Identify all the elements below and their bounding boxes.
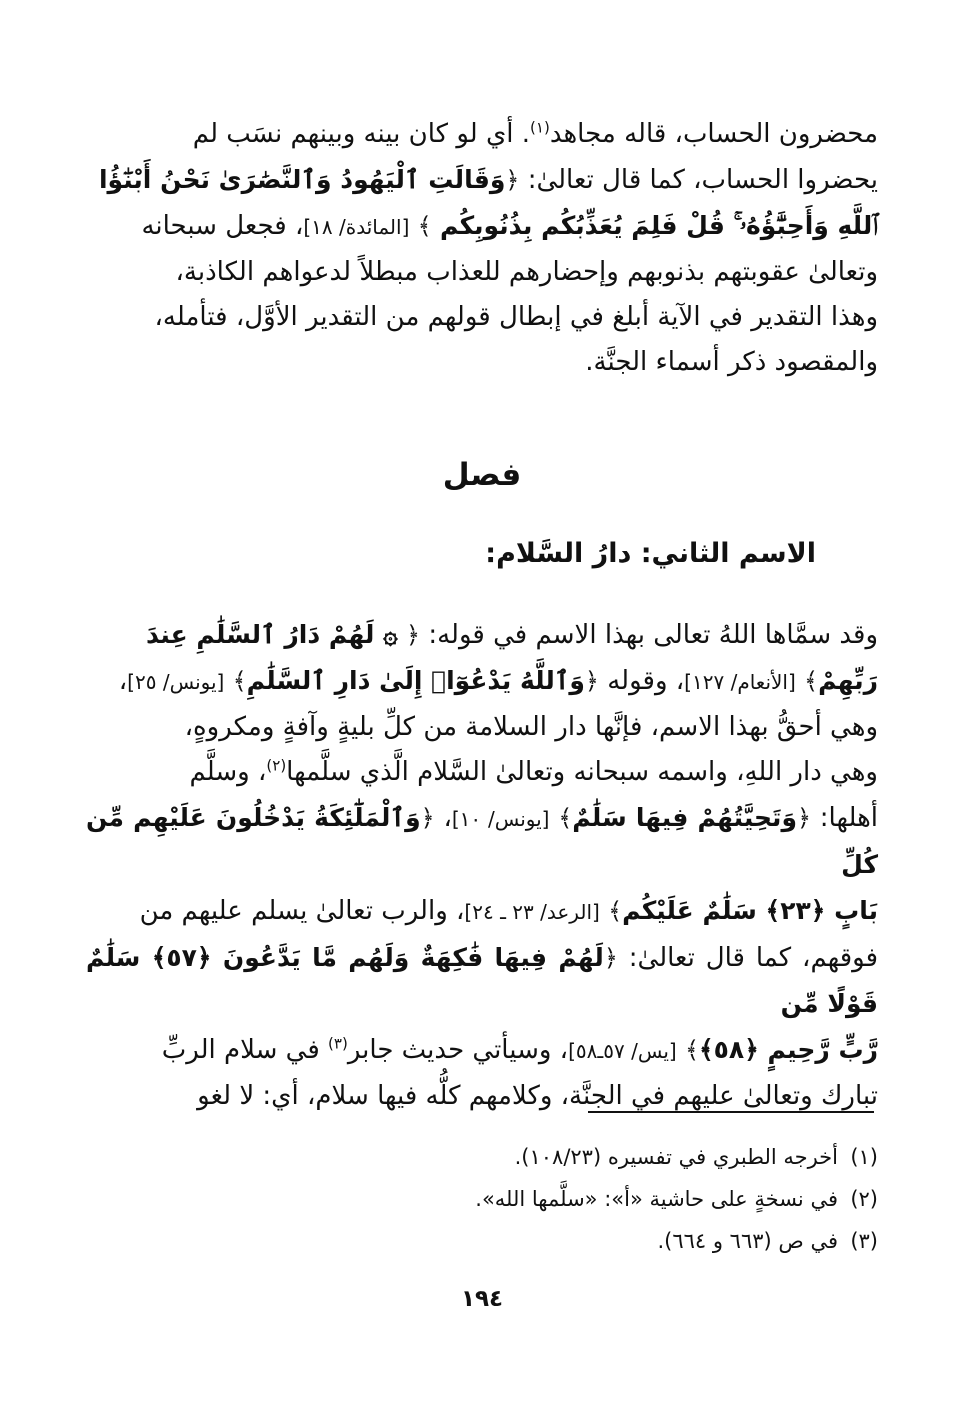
footnote-2	[86, 1178, 878, 1220]
text-line: رَّبٍّ رَّحِيمٍ ﴿٥٨﴾﴾ [يس/ ٥٧ـ٥٨]، وسيأتي حديث جابر$^{(٣)}$ في سلام الربِّ	[161, 1034, 878, 1065]
quran-bracket-close: ﴾	[804, 667, 819, 695]
quran-bracket-close: ﴾	[232, 667, 247, 695]
verse-reference: [يس/ ٥٧ـ٥٨]	[568, 1039, 677, 1063]
text-line: وتعالىٰ عقوبتهم بذنوبهم وإحضارهم للعذاب مبطلاً لدعواهم الكاذبة،	[175, 257, 878, 287]
verse-reference: [يونس/ ١٠]	[451, 807, 550, 831]
text-line: تبارك وتعالىٰ عليهم في الجنَّة، وكلامهم كلُّه فيها سلام، أي: لا لغو	[197, 1081, 878, 1111]
footnote-text: في نسخةٍ على حاشية «أ»: «سلَّمها الله».	[475, 1187, 838, 1211]
quran-verse: رَبِّهِمْ	[818, 666, 878, 695]
quran-bracket-open: ﴿	[603, 944, 618, 972]
quran-verse: وَتَحِيَّتُهُمْ فِيهَا سَلَٰمٌ	[572, 803, 797, 832]
quran-verse: ٱللَّهِ وَأَحِبَّٰٓؤُهُۥ ۚ قُلْ فَلِمَ يُعَذِّبُكُم بِذُنُوبِكُم	[439, 211, 878, 240]
footnote-1	[86, 1136, 878, 1178]
text-line: وهذا التقدير في الآية أبلغ في إبطال قولهم من التقدير الأوَّل، فتأمله،	[154, 302, 878, 332]
quran-verse: رَّبٍّ رَّحِيمٍ ﴿٥٨﴾	[699, 1035, 878, 1064]
quran-verse: لَهُمْ فِيهَا فَٰكِهَةٌ وَلَهُم مَّا يَدَّعُونَ ﴿٥٧﴾ سَلَٰمٌ قَوْلًا مِّن	[86, 943, 878, 1018]
quran-verse: بَابٍ ﴿٢٣﴾ سَلَٰمٌ عَلَيْكُم	[622, 896, 878, 925]
footnote-3	[86, 1220, 878, 1262]
verse-reference: [المائدة/ ١٨]	[303, 215, 410, 239]
quran-verse: وَقَالَتِ ٱلْيَهُودُ وَٱلنَّصَٰرَىٰ نَحْنُ أَبْنَٰٓؤُا	[98, 165, 506, 194]
paragraph-dar-assalam	[86, 612, 878, 1119]
text-line: وقد سمَّاها اللهُ تعالى بهذا الاسم في قوله: ﴿ ۞ لَهُمْ دَارُ ٱلسَّلَٰمِ عِندَ	[145, 620, 878, 650]
text-line: محضرون الحساب، قاله مجاهد$^{(١)}$. أي لو كان بينه وبينهم نسَب لم	[192, 118, 878, 149]
quran-bracket-open: ﴿	[420, 804, 435, 832]
page-number: ١٩٤	[460, 1286, 504, 1312]
quran-bracket-open: ﴿	[796, 804, 812, 832]
quran-verse: ۞ لَهُمْ دَارُ ٱلسَّلَٰمِ عِندَ	[145, 620, 398, 649]
text-line: والمقصود ذكر أسماء الجنَّة.	[585, 347, 878, 377]
footnotes	[86, 1136, 878, 1262]
text-line: بَابٍ ﴿٢٣﴾ سَلَٰمٌ عَلَيْكُم﴾ [الرعد/ ٢٣ ـ ٢٤]، والرب تعالىٰ يسلم عليهم من	[139, 896, 878, 926]
text-line: فوقهم، كما قال تعالىٰ: ﴿لَهُمْ فِيهَا فَٰكِهَةٌ وَلَهُم مَّا يَدَّعُونَ ﴿٥٧﴾ سَلَٰمٌ قَوْلًا مِّن	[86, 943, 879, 1018]
quran-bracket-close: ﴾	[684, 1036, 700, 1064]
footnote-text: أخرجه الطبري في تفسيره (١٠٨/٢٣).	[514, 1145, 838, 1169]
quran-bracket-open: ﴿	[505, 166, 520, 194]
text-line: أهلها: ﴿وَتَحِيَّتُهُمْ فِيهَا سَلَٰمٌ﴾ [يونس/ ١٠]، ﴿وَٱلْمَلَٰٓئِكَةُ يَدْخُلُونَ عَلَيْهِم مِّن كُلِّ	[86, 803, 879, 879]
footnote-marker-2[interactable]: (٢)	[266, 756, 287, 775]
quran-bracket-close: ﴾	[608, 897, 623, 925]
quran-verse: وَٱللَّهُ يَدْعُوٓا۟ إِلَىٰ دَارِ ٱلسَّلَٰمِ	[246, 666, 585, 695]
footnote-marker-3[interactable]: (٣)	[328, 1034, 348, 1053]
paragraph-intro	[86, 112, 878, 385]
quran-bracket-open: ﴿	[406, 621, 421, 649]
text-line: وهي أحقُّ بهذا الاسم، فإنَّها دار السلامة من كلِّ بليةٍ وآفةٍ ومكروهٍ،	[184, 712, 878, 742]
text-line: وهي دار اللهِ، واسمه سبحانه وتعالىٰ السَّلام الَّذي سلَّمها$^{(٢)}$، وسلَّم	[189, 756, 878, 787]
footnote-number: (٢)	[850, 1187, 878, 1211]
quran-verse: وَٱلْمَلَٰٓئِكَةُ يَدْخُلُونَ عَلَيْهِم مِّن كُلِّ	[86, 803, 878, 879]
verse-reference: [الرعد/ ٢٣ ـ ٢٤]	[464, 900, 600, 924]
footnote-divider	[588, 1111, 874, 1113]
text-line: رَبِّهِمْ﴾ [الأنعام/ ١٢٧]، وقوله ﴿وَٱللَّهُ يَدْعُوٓا۟ إِلَىٰ دَارِ ٱلسَّلَٰمِ﴾ [يونس/ ٢٥]،	[118, 666, 878, 696]
footnote-marker-1[interactable]: (١)	[530, 118, 550, 137]
verse-reference: [الأنعام/ ١٢٧]	[684, 670, 796, 694]
text-line: ٱللَّهِ وَأَحِبَّٰٓؤُهُۥ ۚ قُلْ فَلِمَ يُعَذِّبُكُم بِذُنُوبِكُم ﴾ [المائدة/ ١٨]، فجعل سبحانه	[141, 211, 878, 241]
quran-bracket-open: ﴿	[584, 667, 599, 695]
section-title: فصل	[442, 457, 522, 493]
quran-bracket-close: ﴾	[558, 804, 573, 832]
footnote-text: في ص (٦٦٣ و ٦٦٤).	[657, 1229, 838, 1253]
quran-bracket-close: ﴾	[417, 212, 432, 240]
verse-reference: [يونس/ ٢٥]	[127, 670, 225, 694]
subheading: الاسم الثاني: دارُ السَّلام:	[485, 538, 816, 569]
text-line: يحضروا الحساب، كما قال تعالىٰ: ﴿وَقَالَتِ ٱلْيَهُودُ وَٱلنَّصَٰرَىٰ نَحْنُ أَبْنَٰٓؤُا	[98, 165, 878, 195]
footnote-number: (٣)	[850, 1229, 878, 1253]
footnote-number: (١)	[850, 1145, 878, 1169]
